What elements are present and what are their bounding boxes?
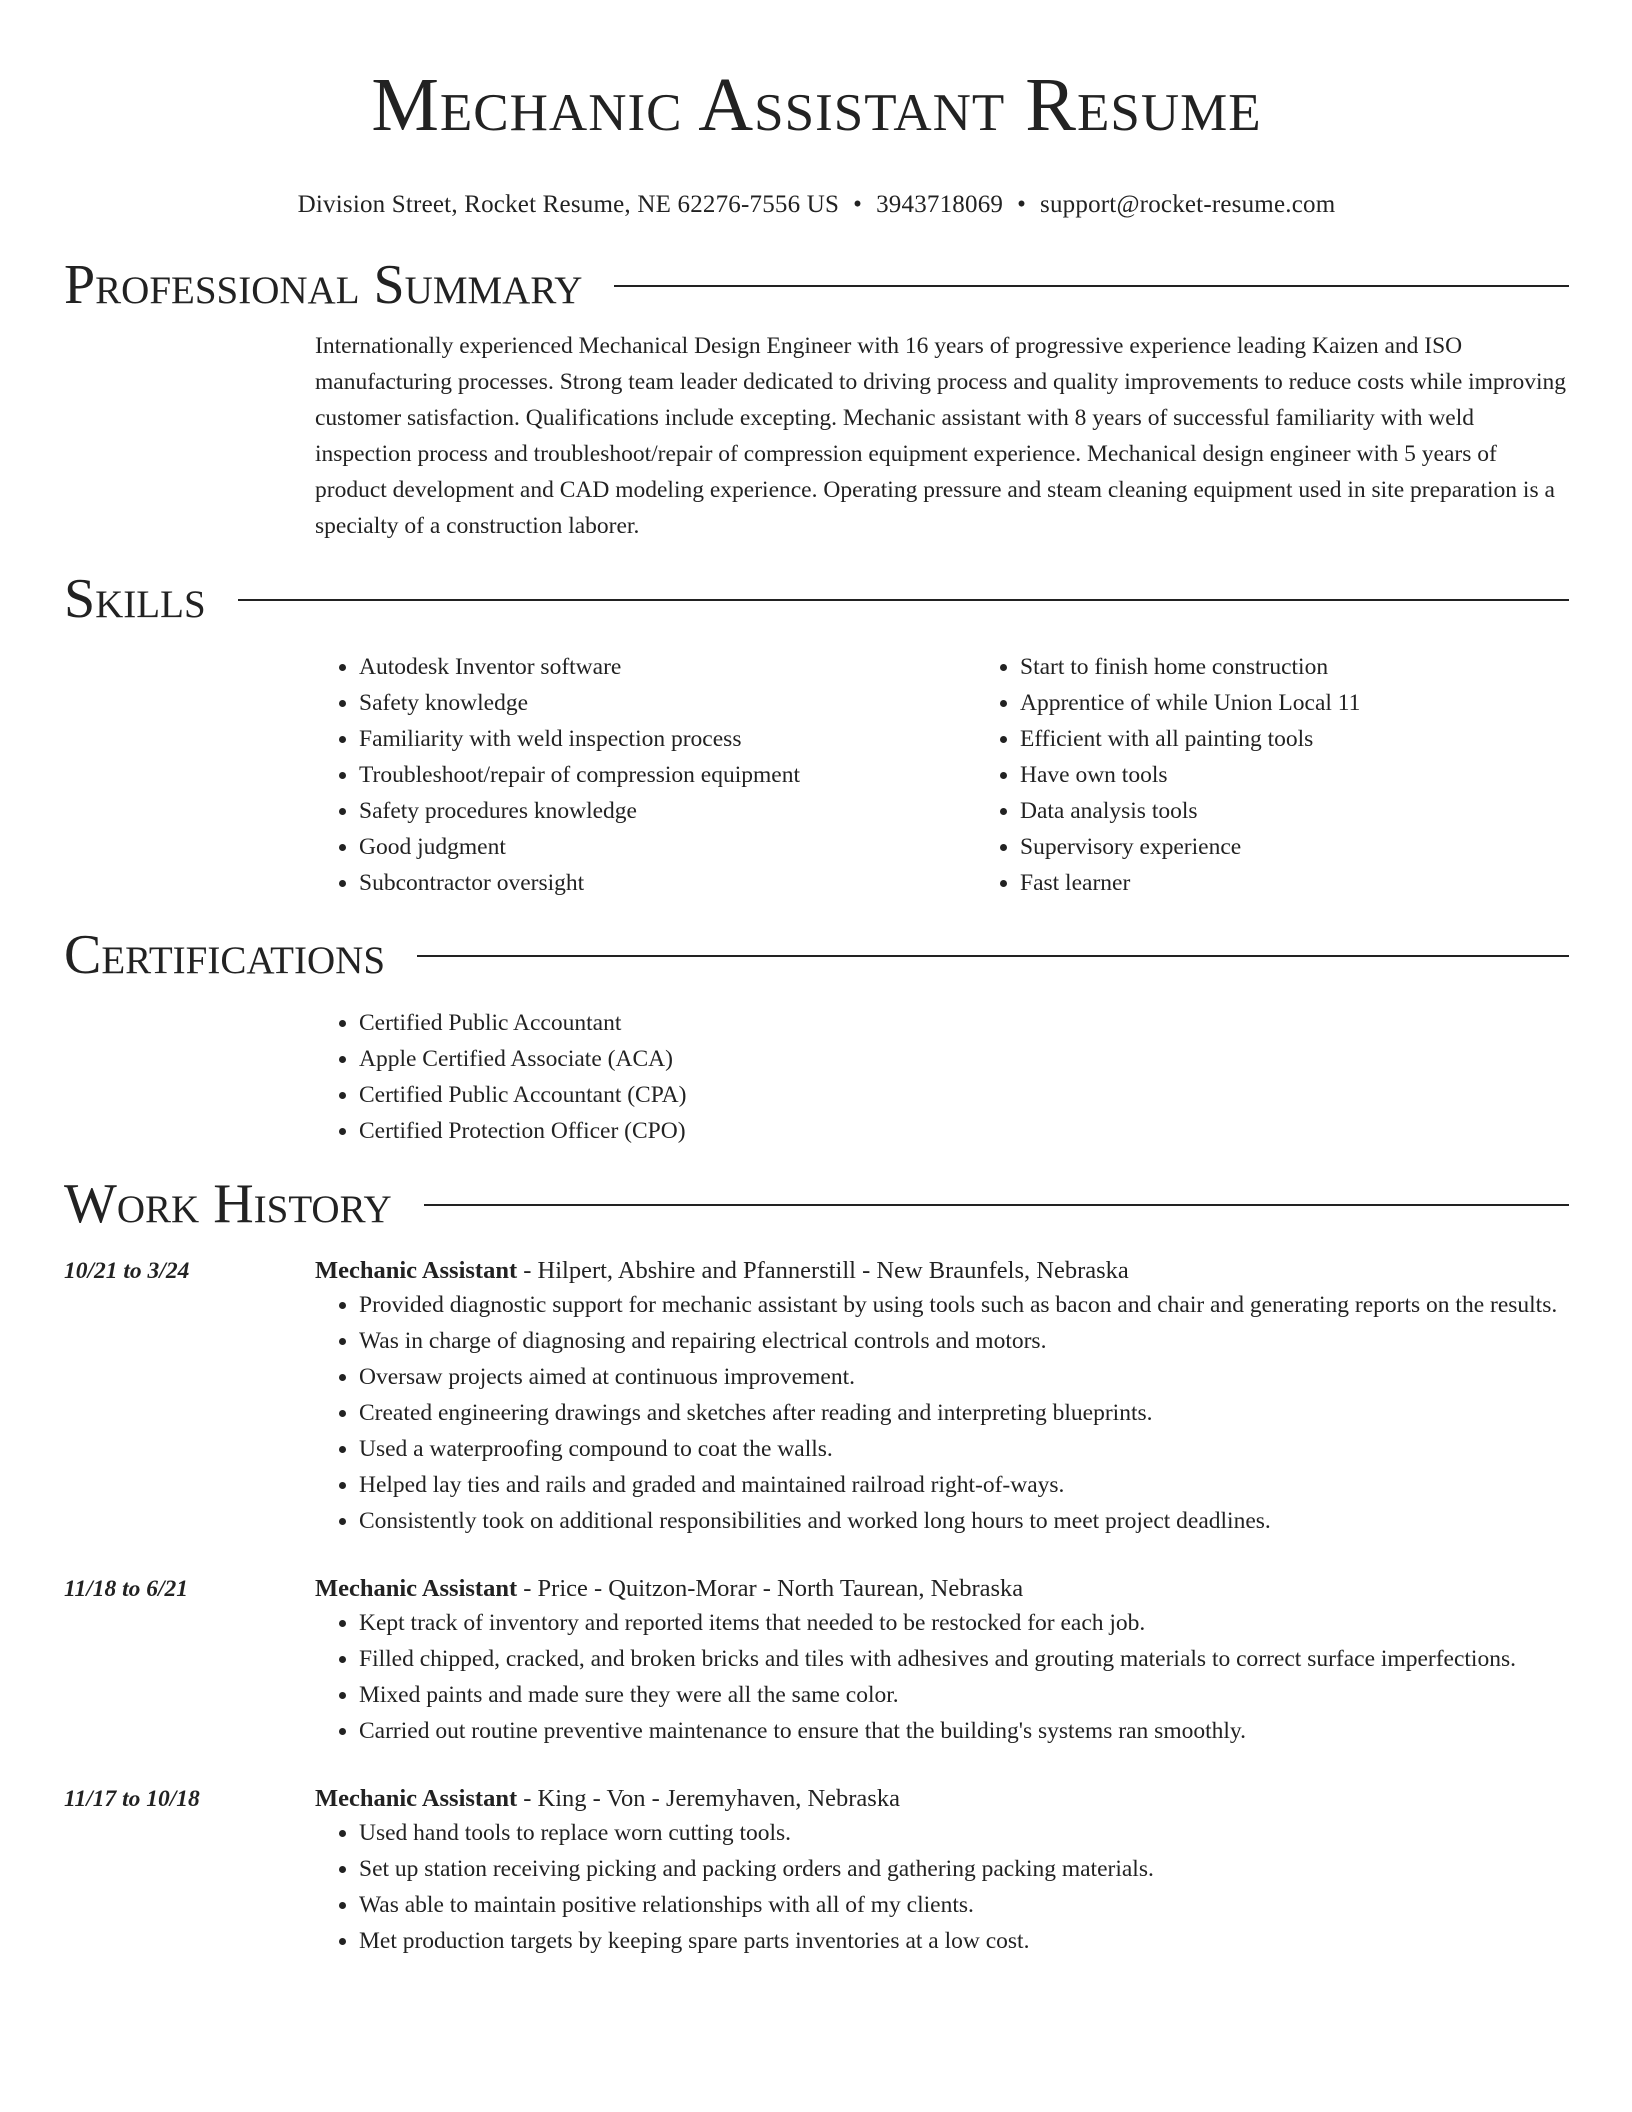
certification-item: • Apple Certified Associate (ACA) (359, 1041, 1569, 1077)
job-bullet: • Kept track of inventory and reported items that needed to be restocked for each job. (359, 1605, 1569, 1641)
contact-separator: • (853, 191, 863, 218)
job-bullet: • Consistently took on additional responsibilities and worked long hours to meet project deadlines. (359, 1503, 1569, 1539)
certification-item: • Certified Public Accountant (359, 1005, 1569, 1041)
skills-heading: Skills (64, 568, 206, 630)
skill-item: • Safety procedures knowledge (359, 793, 976, 829)
work-history-section-header (64, 1174, 1569, 1234)
contact-address: Division Street, Rocket Resume, NE 62276-7556 US (297, 191, 840, 218)
job-bullet: • Set up station receiving picking and packing orders and gathering packing materials. (359, 1851, 1569, 1887)
skills-section-header (64, 569, 1569, 629)
resume-page (64, 0, 1569, 1959)
skill-item: • Efficient with all painting tools (1020, 721, 1632, 757)
section-divider (614, 285, 1569, 287)
job-role: Mechanic Assistant (315, 1785, 518, 1812)
contact-phone: 3943718069 (876, 191, 1004, 218)
job-bullets (315, 1605, 1569, 1749)
job-company-location: - Price - Quitzon-Morar - North Taurean, Nebraska (517, 1575, 1024, 1602)
resume-title: Mechanic Assistant Resume (371, 63, 1262, 147)
job-dates: 11/18 to 6/21 (64, 1576, 189, 1602)
job-bullet: • Created engineering drawings and sketches after reading and interpreting blueprints. (359, 1395, 1569, 1431)
certification-item: • Certified Public Accountant (CPA) (359, 1077, 1569, 1113)
job-bullets (315, 1287, 1569, 1539)
job-body (315, 1573, 1569, 1749)
contact-email: support@rocket-resume.com (1040, 191, 1336, 218)
section-divider (238, 599, 1569, 601)
job-entry (64, 1255, 1569, 1539)
skill-item: • Data analysis tools (1020, 793, 1632, 829)
job-bullet: • Oversaw projects aimed at continuous improvement. (359, 1359, 1569, 1395)
certification-item: • Certified Protection Officer (CPO) (359, 1113, 1569, 1149)
job-bullet: • Provided diagnostic support for mechanic assistant by using tools such as bacon and chair and generating reports on the results. (359, 1287, 1569, 1323)
skill-item: • Familiarity with weld inspection process (359, 721, 976, 757)
job-bullet: • Carried out routine preventive maintenance to ensure that the building's systems ran smoothly. (359, 1713, 1569, 1749)
job-bullet: • Used a waterproofing compound to coat the walls. (359, 1431, 1569, 1467)
section-divider (417, 955, 1569, 957)
job-heading (315, 1783, 1569, 1815)
job-role: Mechanic Assistant (315, 1257, 518, 1284)
skill-item: • Good judgment (359, 829, 976, 865)
job-body (315, 1255, 1569, 1539)
job-role: Mechanic Assistant (315, 1575, 518, 1602)
summary-body (315, 328, 1569, 544)
job-company-location: - King - Von - Jeremyhaven, Nebraska (517, 1785, 900, 1812)
certifications-list (315, 1005, 1569, 1149)
job-company-location: - Hilpert, Abshire and Pfannerstill - New Braunfels, Nebraska (517, 1257, 1129, 1284)
skills-list-left (315, 649, 976, 901)
job-heading (315, 1255, 1569, 1287)
skill-item: • Autodesk Inventor software (359, 649, 976, 685)
certifications-section-header (64, 925, 1569, 985)
job-bullet: • Was able to maintain positive relationships with all of my clients. (359, 1887, 1569, 1923)
skill-item: • Safety knowledge (359, 685, 976, 721)
job-entry (64, 1573, 1569, 1749)
skill-item: • Apprentice of while Union Local 11 (1020, 685, 1632, 721)
job-bullet: • Met production targets by keeping spare parts inventories at a low cost. (359, 1923, 1569, 1959)
contact-separator: • (1017, 191, 1027, 218)
contact-line (64, 190, 1569, 220)
job-entry (64, 1783, 1569, 1959)
job-heading (315, 1573, 1569, 1605)
job-dates: 11/17 to 10/18 (64, 1786, 200, 1812)
skills-list-right (976, 649, 1632, 901)
skill-item: • Fast learner (1020, 865, 1632, 901)
summary-heading: Professional Summary (64, 254, 583, 316)
job-bullet: • Mixed paints and made sure they were all the same color. (359, 1677, 1569, 1713)
job-bullet: • Filled chipped, cracked, and broken bricks and tiles with adhesives and grouting materials to correct surface imperfections. (359, 1641, 1569, 1677)
summary-text: Internationally experienced Mechanical Design Engineer with 16 years of progressive experience leading Kaizen and ISO manufacturing processes. Strong team leader dedicated to driving process and quality improvements to reduce costs while improving customer satisfaction. Qualifications include excepting. Mechanic assistant with 8 years of successful familiarity with weld inspection process and troubleshoot/repair of compression equipment experience. Mechanical design engineer with 5 years of product development and CAD modeling experience. Operating pressure and steam cleaning equipment used in site preparation is a specialty of a construction laborer. (315, 333, 1567, 539)
job-bullet: • Was in charge of diagnosing and repairing electrical controls and motors. (359, 1323, 1569, 1359)
skill-item: • Start to finish home construction (1020, 649, 1632, 685)
skill-item: • Troubleshoot/repair of compression equipment (359, 757, 976, 793)
job-bullet: • Helped lay ties and rails and graded and maintained railroad right-of-ways. (359, 1467, 1569, 1503)
certifications-heading: Certifications (64, 924, 386, 986)
job-bullets (315, 1815, 1569, 1959)
job-body (315, 1783, 1569, 1959)
job-bullet: • Used hand tools to replace worn cutting tools. (359, 1815, 1569, 1851)
job-dates: 10/21 to 3/24 (64, 1258, 190, 1284)
skills-columns (315, 649, 1569, 901)
certifications-body (315, 1005, 1569, 1149)
summary-section-header (64, 255, 1569, 315)
skill-item: • Have own tools (1020, 757, 1632, 793)
work-history-heading: Work History (64, 1173, 392, 1235)
skill-item: • Subcontractor oversight (359, 865, 976, 901)
skill-item: • Supervisory experience (1020, 829, 1632, 865)
section-divider (424, 1204, 1569, 1206)
